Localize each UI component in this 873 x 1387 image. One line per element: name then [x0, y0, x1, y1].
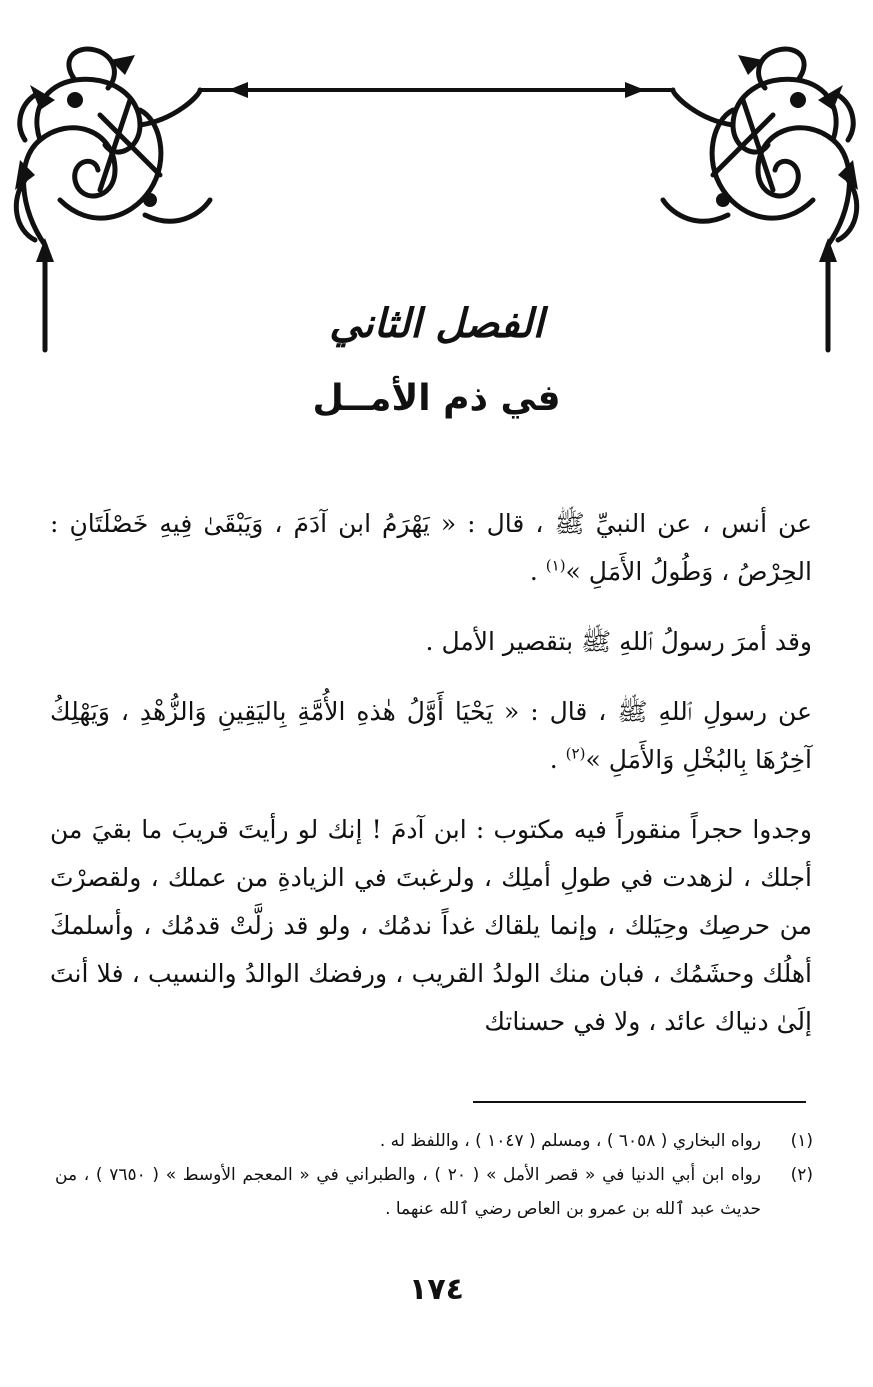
footnote-marker-2[interactable]: (٢) [565, 744, 586, 763]
paragraph-text: عن أنس ، عن النبيِّ ﷺ ، قال : « يَهْرَمُ ابن آدَمَ ، وَيَبْقَىٰ فِيهِ خَصْلَتَانِ : الحِرْصُ ، وَطُولُ الأَمَلِ » [50, 509, 812, 586]
footnote-text: رواه ابن أبي الدنيا في « قصر الأمل » ( ٢٠ ) ، والطبراني في « المعجم الأوسط » ( ٧٦٥٠ ) ، من حديث عبد ٱلله بن عمرو بن العاص رضي ٱلله عنهما . [55, 1165, 761, 1219]
footnote-divider [473, 1101, 806, 1103]
paragraph-text: وقد أمرَ رسولُ ٱللهِ ﷺ بتقصير الأمل . [425, 627, 812, 656]
paragraph-end: . [529, 557, 546, 586]
footnote-2 [55, 1158, 813, 1226]
body-text [50, 500, 812, 1068]
footnote-1 [55, 1124, 813, 1158]
chapter-heading: الفصل الثاني [329, 300, 544, 347]
section-title: في ذم الأمــل [312, 378, 561, 419]
footnote-text: رواه البخاري ( ٦٠٥٨ ) ، ومسلم ( ١٠٤٧ ) ، واللفظ له . [379, 1131, 761, 1151]
page-number: ١٧٤ [409, 1272, 464, 1307]
footnotes [55, 1124, 813, 1226]
footnote-number: (٢) [790, 1165, 813, 1185]
paragraph-end: . [549, 745, 566, 774]
paragraph-text: وجدوا حجراً منقوراً فيه مكتوب : ابن آدمَ ! إنك لو رأيتَ قريبَ ما بقيَ من أجلك ، لزهدت في طولِ أملِك ، ولرغبتَ في الزيادةِ من عملك ، ولقصرْتَ من حرصِك وحِيَلك ، وإنما يلقاك غداً ندمُك ، ولو قد زلَّتْ قدمُك ، وأسلمكَ أهلُك وحشَمُك ، فبان منك الولدُ القريب ، ورفضك الوالدُ والنسيب ، فلا أنتَ إلَىٰ دنياك عائد ، ولا في حسناتك [50, 815, 812, 1036]
paragraph-text: عن رسولِ ٱللهِ ﷺ ، قال : « يَحْيَا أَوَّلُ هٰذهِ الأُمَّةِ بِاليَقِينِ وَالزُّهْدِ ، وَيَهْلِكُ آخِرُهَا بِالبُخْلِ وَالأَمَلِ » [50, 697, 812, 774]
paragraph-1 [50, 500, 812, 596]
footnote-number: (١) [790, 1131, 813, 1151]
footnote-marker-1[interactable]: (١) [545, 556, 566, 575]
paragraph-3 [50, 688, 812, 784]
paragraph-2 [50, 618, 812, 666]
paragraph-4 [50, 806, 812, 1046]
